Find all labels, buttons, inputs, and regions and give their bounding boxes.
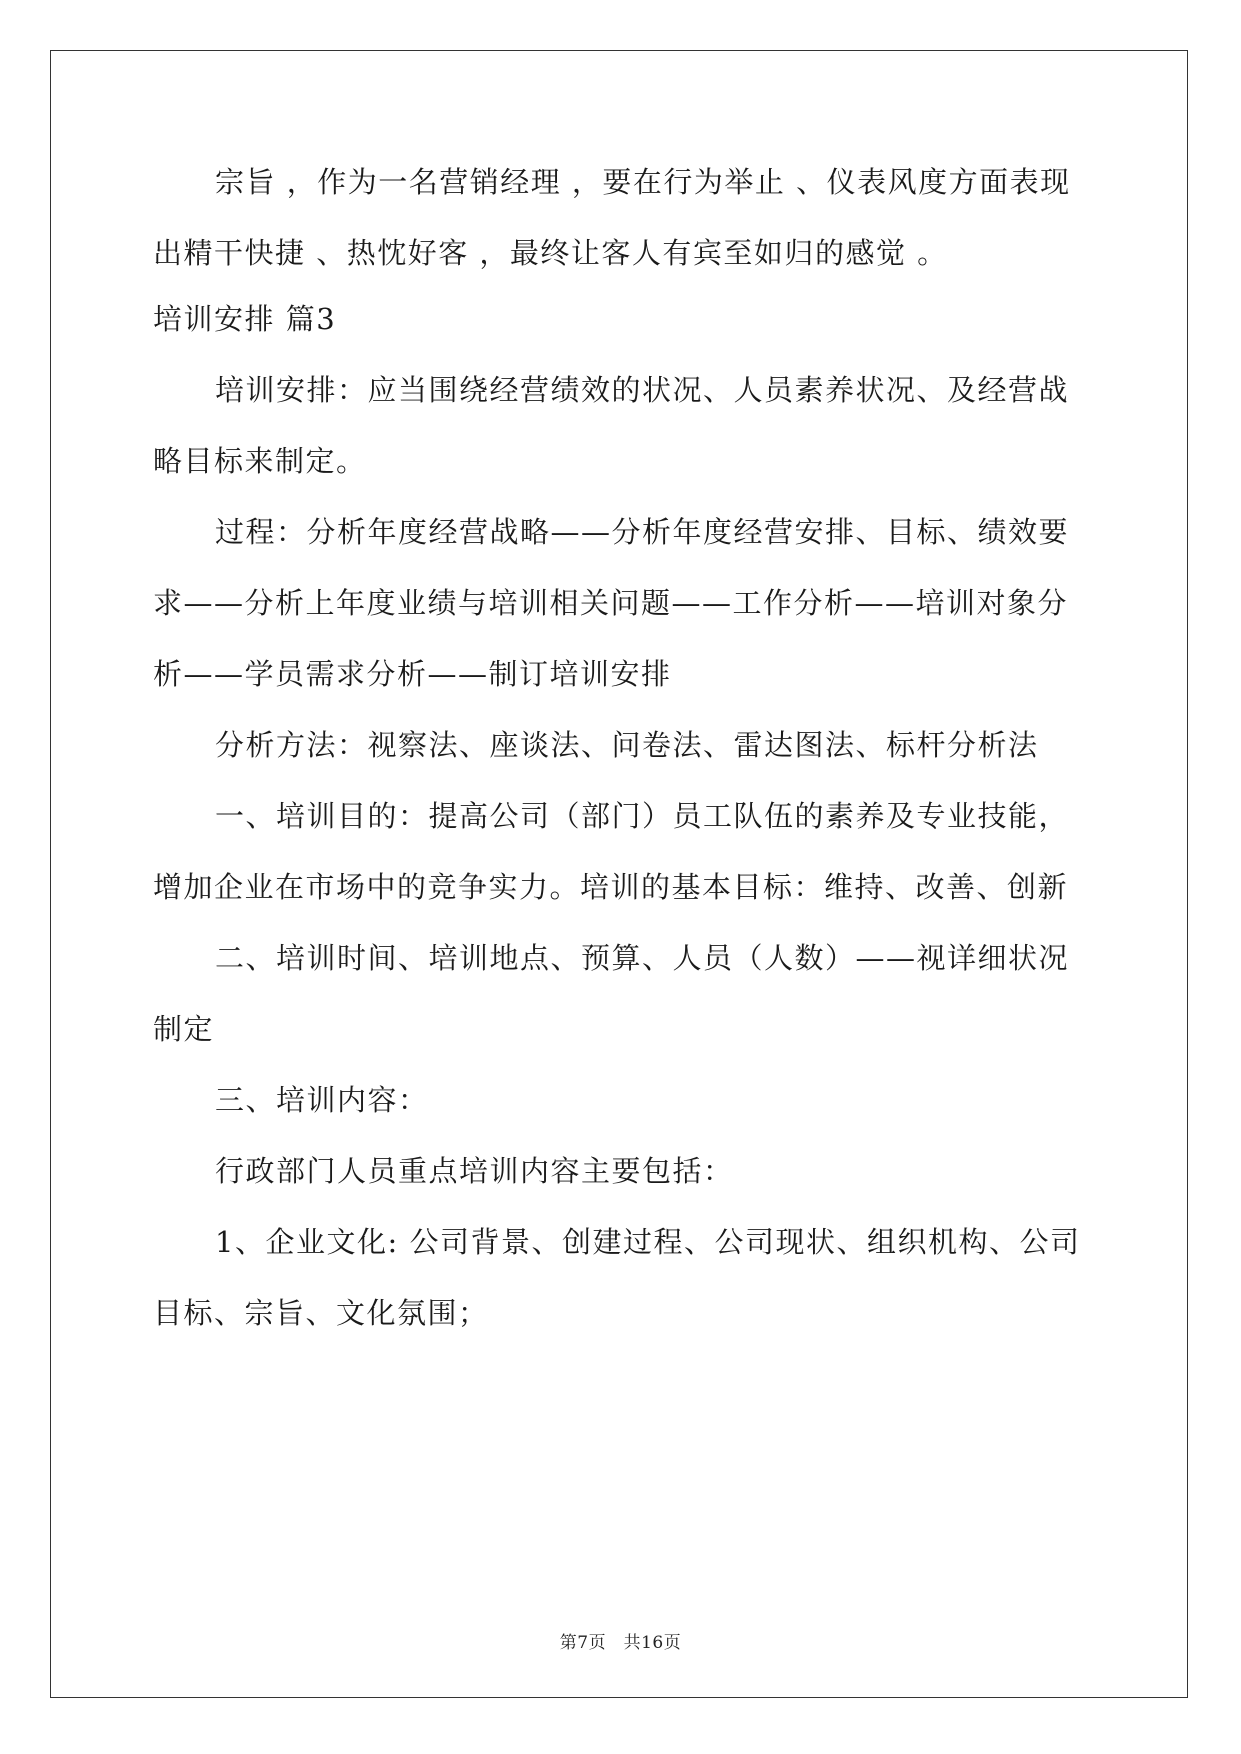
text-line: 增加企业在市场中的竞争实力。培训的基本目标：维持、改善、创新 — [153, 870, 1069, 904]
text-line: 培训安排：应当围绕经营绩效的状况、人员素养状况、及经营战 — [215, 373, 1070, 407]
text-line: 三、培训内容： — [215, 1083, 429, 1117]
text-line: 行政部门人员重点培训内容主要包括： — [215, 1154, 734, 1188]
text-line: 1、企业文化: 公司背景、创建过程、公司现状、组织机构、公司 — [215, 1225, 1081, 1259]
text-line: 略目标来制定。 — [153, 444, 367, 478]
text-line: 分析方法：视察法、座谈法、问卷法、雷达图法、标杆分析法 — [215, 728, 1039, 762]
text-line: 目标、宗旨、文化氛围； — [153, 1296, 489, 1330]
text-line: 制定 — [153, 1012, 215, 1046]
text-line: 二、培训时间、培训地点、预算、人员（人数）——视详细状况 — [215, 941, 1070, 975]
text-line: 过程：分析年度经营战略——分析年度经营安排、目标、绩效要 — [215, 515, 1070, 549]
page-number-footer: 第7页 共16页 — [559, 1633, 682, 1653]
text-line: 出精干快捷 、热忱好客 ，最终让客人有宾至如归的感觉 。 — [153, 236, 948, 270]
text-line: 一、培训目的：提高公司（部门）员工队伍的素养及专业技能， — [215, 799, 1070, 833]
text-line: 析——学员需求分析——制订培训安排 — [153, 657, 672, 691]
text-line: 宗旨 ，作为一名营销经理 ，要在行为举止 、仪表风度方面表现 — [215, 165, 1071, 199]
text-line: 求——分析上年度业绩与培训相关问题——工作分析——培训对象分 — [153, 586, 1069, 620]
section-heading: 培训安排 篇3 — [153, 302, 337, 336]
